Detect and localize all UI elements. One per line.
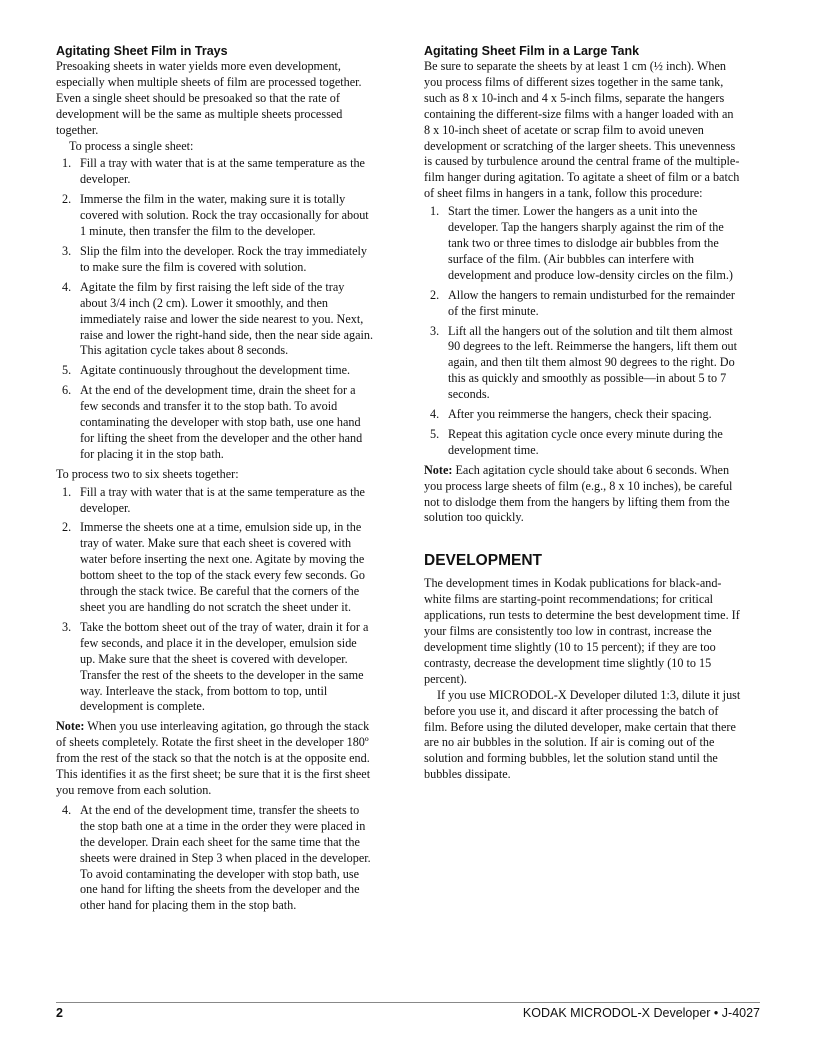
document-title: KODAK MICRODOL-X Developer • J-4027 [522,1006,760,1020]
list-item: 4. Agitate the film by first raising the left side of the tray about 3/4 inch (2 cm). Lower it smoothly, and then immediately raise and lower the side nearest to you. Next, raise and lower the right-hand side, then the near side again. This agitation cycle takes about 8 seconds. [62,279,374,358]
multi-sheet-steps-continued [56,803,374,914]
list-item: 5. Agitate continuously throughout the development time. [62,363,351,378]
note-label: Note: [424,462,453,477]
development-heading: DEVELOPMENT [424,552,542,570]
left-column [56,44,374,918]
interleaving-note: Note: When you use interleaving agitation, go through the stack of sheets completely. Rotate the first sheet in the developer 180º from the rest of the stack so that the notch is at the opposite end. This identifies it as the first sheet; be sure that it is the first sheet you remove from each solution. [56,719,371,797]
list-item: 4. After you reimmerse the hangers, check their spacing. [430,407,712,422]
multi-sheet-steps [56,485,374,716]
trays-heading: Agitating Sheet Film in Trays [56,44,228,58]
page-number: 2 [56,1006,63,1020]
note-label: Note: [56,719,85,734]
list-item: 6. At the end of the development time, drain the sheet for a few seconds and transfer it to the stop bath. To avoid contaminating the developer with stop bath, use one hand for lifting the sheet from the developer and the other hand for placing it in the stop bath. [62,383,363,461]
trays-intro: Presoaking sheets in water yields more even development, especially when multiple sheets of film are processed together. Even a single sheet should be presoaked so that the rate of development will be the same as multiple sheets processed together. [56,59,362,137]
multi-sheet-intro: To process two to six sheets together: [56,466,239,481]
right-column [424,44,742,783]
list-item: 3. Slip the film into the developer. Rock the tray immediately to make sure the film is covered with solution. [62,243,368,274]
development-paragraph-1: The development times in Kodak publications for black-and-white films are starting-point recommendations; for critical applications, run tests to determine the best development time. If your films are consistently too low in contrast, increase the development time slightly (10 to 15 percent); if they are too contrasty, decrease the development time slightly (10 to 15 percent). [424,576,740,686]
list-item: 1. Start the timer. Lower the hangers as a unit into the developer. Tap the hangers sharply against the rim of the tank two or three times to dislodge air bubbles from the surface of the film. (Air bubbles can interfere with development and produce low-density circles on the film.) [430,204,733,282]
list-item: 3. Lift all the hangers out of the solution and tilt them almost 90 degrees to the left. Reimmerse the hangers, lift them out again, and then tilt them almost 90 degrees to the right. Do this as quickly and smoothly as possible—in about 5 to 7 seconds. [430,323,738,402]
list-item: 4. At the end of the development time, transfer the sheets to the stop bath one at a time in the order they were placed in the developer. Drain each sheet for the same time that the sheets were drained in Step 3 when placed in the developer. To avoid contaminating the developer with stop bath, use one hand for lifting the sheets from the developer and the other hand for placing them in the stop bath. [62,802,371,913]
list-item: 1. Fill a tray with water that is at the same temperature as the developer. [62,484,365,515]
single-sheet-steps [56,156,374,462]
list-item: 2. Allow the hangers to remain undisturbed for the remainder of the first minute. [430,287,735,318]
tank-note: Note: Each agitation cycle should take about 6 seconds. When you process large sheets of film (e.g., 8 x 10 inches), be careful not to dislodge them from the hangers by lifting them from the solution too quickly. [424,462,733,525]
single-sheet-intro: To process a single sheet: [69,138,194,153]
tank-steps [424,204,742,459]
list-item: 2. Immerse the film in the water, making sure it is totally covered with solution. Rock the tray occasionally for about 1 minute, then transfer the film to the developer. [62,192,369,239]
list-item: 2. Immerse the sheets one at a time, emulsion side up, in the tray of water. Make sure that each sheet is covered with water before inserting the next one. Agitate by moving the bottom sheet to the top of the stack every few seconds. Go through the stack twice. Be careful that the corners of the sheet you are handling do not scratch the sheet under it. [62,520,365,614]
tank-intro: Be sure to separate the sheets by at least 1 cm (½ inch). When you process films of different sizes together in the same tank, such as 8 x 10-inch and 4 x 5-inch films, separate the hangers containing the different-size films with a hanger loaded with an 8 x 10-inch sheet of acetate or scrap film to avoid uneven development or scratching of the larger sheets. This unevenness is caused by turbulence around the central frame of the multiple-film hanger during agitation. To agitate a sheet of film or a batch of sheet films in hangers in a tank, follow this procedure: [424,59,740,201]
list-item: 1. Fill a tray with water that is at the same temperature as the developer. [62,156,365,187]
tank-heading: Agitating Sheet Film in a Large Tank [424,44,640,58]
development-paragraph-2: If you use MICRODOL-X Developer diluted 1:3, dilute it just before you use it, and discard it after processing the batch of film. Before using the diluted developer, make certain that there are no air bubbles in the solution. If air is coming out of the solution and forming bubbles, let the solution stand until the bubbles dissipate. [424,687,741,782]
footer-divider [56,1002,760,1003]
list-item: 3. Take the bottom sheet out of the tray of water, drain it for a few seconds, and place it in the developer, emulsion side up. Make sure that the sheet is covered with developer. Transfer the rest of the sheets to the developer in the same way. Interleave the stack, from bottom to top, until development is complete. [62,619,369,714]
list-item: 5. Repeat this agitation cycle once every minute during the development time. [430,426,723,457]
